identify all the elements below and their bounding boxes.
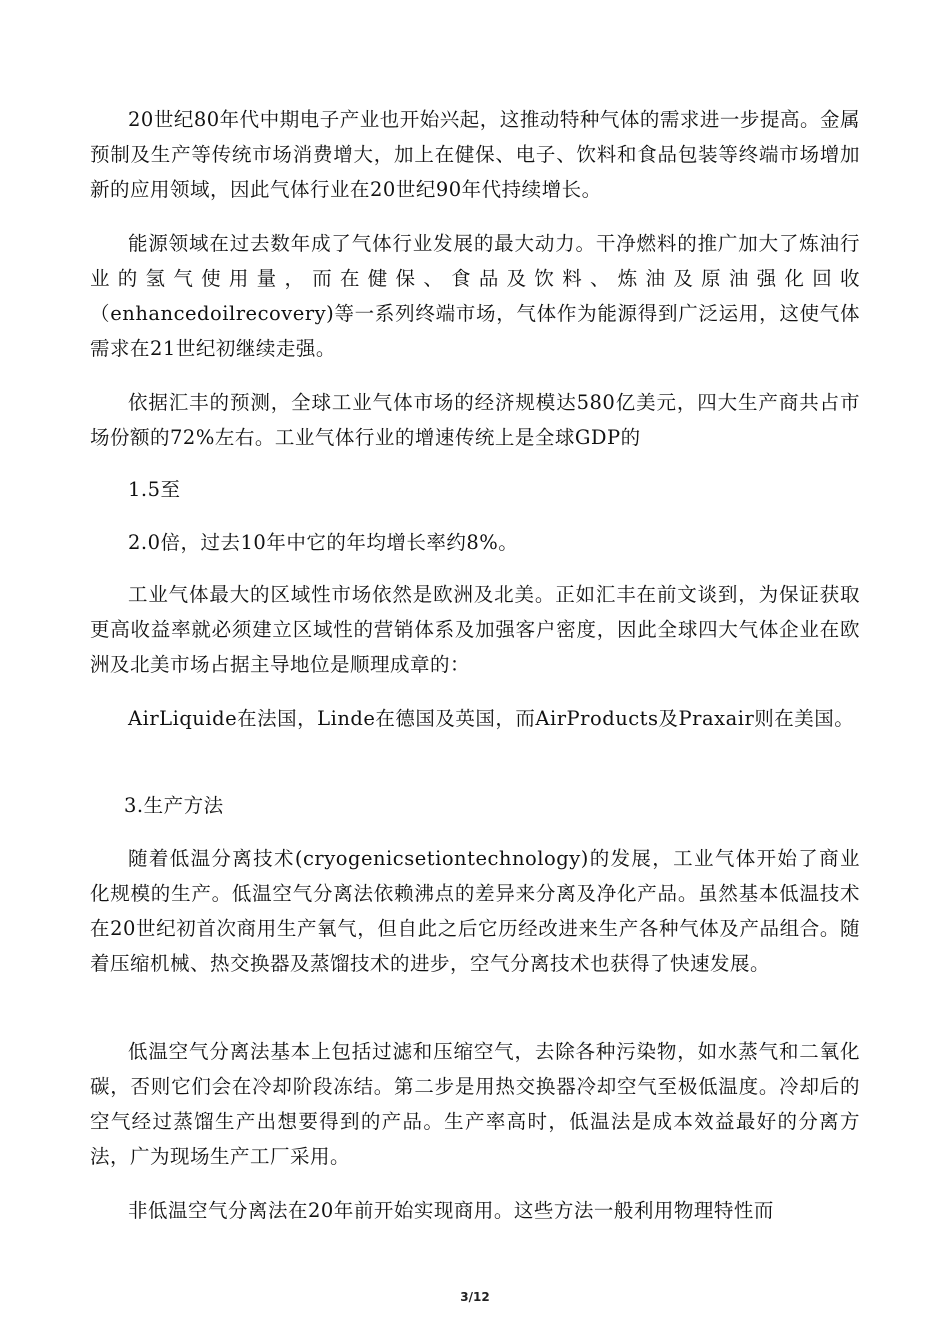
paragraph-market-size: 依据汇丰的预测，全球工业气体市场的经济规模达580亿美元，四大生产商共占市场份额的72%左右。工业气体行业的增速传统上是全球GDP的 <box>90 391 860 449</box>
paragraph-major-companies: AirLiquide在法国，Linde在德国及英国，而AirProducts及Praxair则在美国。 <box>128 707 855 730</box>
page-number: 3/12 <box>460 1290 490 1304</box>
paragraph-energy-driver: 能源领域在过去数年成了气体行业发展的最大动力。干净燃料的推广加大了炼油行业的氢气使用量，而在健保、食品及饮料、炼油及原油强化回收（enhancedoilrecovery)等一系列终端市场，气体作为能源得到广泛运用，这使气体需求在21世纪初继续走强。 <box>90 232 860 360</box>
paragraph-electronics-demand: 20世纪80年代中期电子产业也开始兴起，这推动特种气体的需求进一步提高。金属预制及生产等传统市场消费增大，加上在健保、电子、饮料和食品包装等终端市场增加新的应用领域，因此气体行业在20世纪90年代持续增长。 <box>90 108 860 201</box>
paragraph-growth-multiple-start: 1.5至 <box>128 478 181 501</box>
paragraph-regional-markets: 工业气体最大的区域性市场依然是欧洲及北美。正如汇丰在前文谈到，为保证获取更高收益率就必须建立区域性的营销体系及加强客户密度，因此全球四大气体企业在欧洲及北美市场占据主导地位是顺理成章的： <box>90 583 860 676</box>
paragraph-non-cryogenic: 非低温空气分离法在20年前开始实现商用。这些方法一般利用物理特性而 <box>128 1199 774 1222</box>
paragraph-growth-multiple-end: 2.0倍，过去10年中它的年均增长率约8%。 <box>128 531 519 554</box>
paragraph-cryogenic-technology: 随着低温分离技术(cryogenicsetiontechnology)的发展，工业气体开始了商业化规模的生产。低温空气分离法依赖沸点的差异来分离及净化产品。虽然基本低温技术在20世纪初首次商用生产氧气，但自此之后它历经改进来生产各种气体及产品组合。随着压缩机械、热交换器及蒸馏技术的进步，空气分离技术也获得了快速发展。 <box>90 847 860 975</box>
section-heading-production-methods: 3.生产方法 <box>124 794 224 817</box>
paragraph-cryogenic-process: 低温空气分离法基本上包括过滤和压缩空气，去除各种污染物，如水蒸气和二氧化碳，否则它们会在冷却阶段冻结。第二步是用热交换器冷却空气至极低温度。冷却后的空气经过蒸馏生产出想要得到的产品。生产率高时，低温法是成本效益最好的分离方法，广为现场生产工厂采用。 <box>90 1040 860 1168</box>
